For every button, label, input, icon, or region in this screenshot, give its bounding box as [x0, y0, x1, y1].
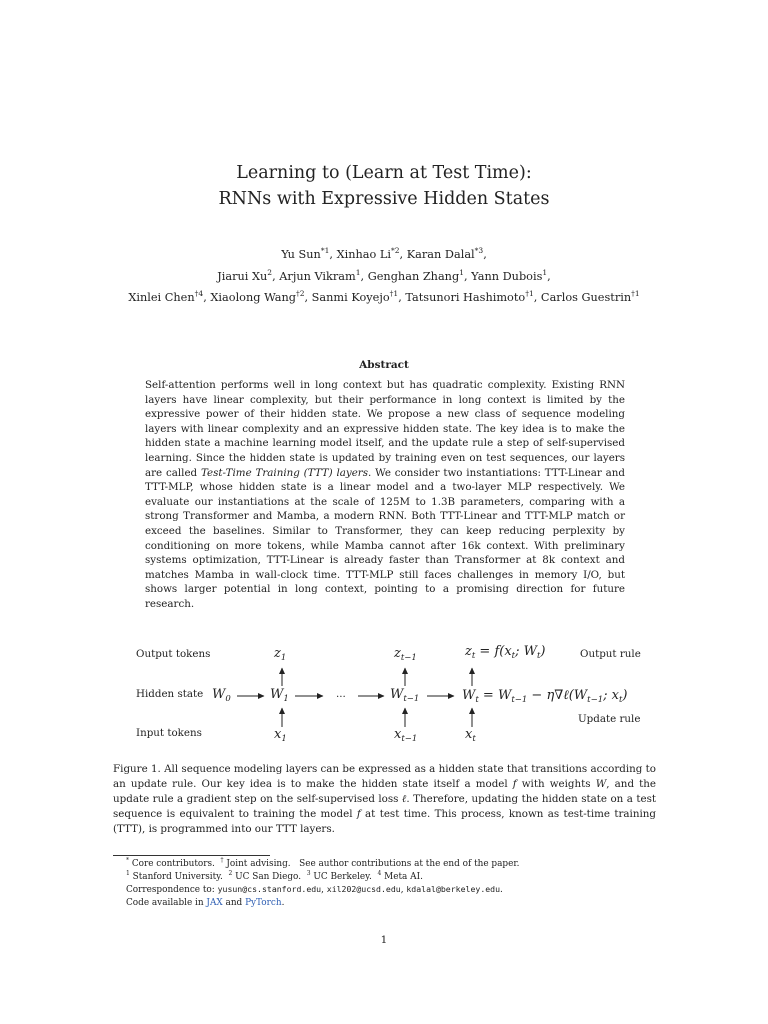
author-name: Arjun Vikram	[279, 269, 356, 283]
caption-math-loss: ℓ	[401, 793, 407, 805]
author-line: Xinlei Chen$^{\dagger 4}$, Xiaolong Wang$^{\dagger 2}$, Sanmi Koyejo$^{\dagger 1}$, Tatsunori Hashimoto$^{\dagger 1}$, Carlos Guestrin$^{\dagger 1}$	[128, 289, 640, 304]
author-affiliation-mark: 1	[542, 267, 548, 277]
caption-text-5: at test time. This process, known as test-time training (TTT), is programmed into our TTT layers.	[113, 808, 656, 835]
author-affiliation-mark: *1	[320, 246, 330, 255]
footnote-correspondence: Correspondence to: yusun@cs.stanford.edu, xil202@ucsd.edu, kdalal@berkeley.edu.	[126, 884, 503, 895]
math-output-rule: $z_t = f(x_t$; $W_t$)	[465, 644, 546, 661]
author-name: Jiarui Xu	[217, 269, 268, 283]
math-w0: $W_0$	[212, 687, 231, 704]
abstract-body	[145, 378, 625, 612]
math-wt-1: $W_{t-1}$	[390, 687, 420, 704]
math-w1: $W_1$	[270, 687, 289, 704]
math-z1: $z_1$	[274, 646, 287, 663]
pytorch-link[interactable]: PyTorch	[245, 897, 282, 908]
ellipsis: ...	[336, 688, 346, 700]
author-name: Genghan Zhang	[367, 269, 460, 283]
author-name: Yu Sun	[281, 248, 321, 261]
footnote-code: Code available in JAX and PyTorch.	[126, 897, 285, 908]
email-yusun: yusun@cs.stanford.edu	[217, 884, 322, 894]
email-xil: xil202@ucsd.edu	[326, 884, 401, 894]
title-line-1: Learning to (Learn at Test Time):	[236, 163, 532, 183]
author-name: Xinlei Chen	[128, 291, 195, 304]
author-name: Karan Dalal	[406, 248, 475, 261]
footnote-contributors: * Core contributors. † Joint advising. See author contributions at the end of the paper.	[126, 857, 520, 869]
footnote-rule	[113, 855, 270, 856]
math-zt-1: $z_{t-1}$	[394, 646, 417, 663]
caption-text-4: . Therefore, updating the hidden state on a test sequence is equivalent to training the model	[113, 793, 656, 820]
caption-text-1: Figure 1. All sequence modeling layers can be expressed as a hidden state that transitions according to an update rule. Our key idea is to make the hidden state itself a model	[113, 763, 656, 790]
figure-1-caption	[113, 762, 656, 837]
author-affiliation-mark: 2	[267, 267, 273, 277]
author-list	[0, 244, 768, 309]
author-name: Tatsunori Hashimoto	[405, 291, 526, 304]
figure-1-diagram	[0, 630, 768, 750]
author-affiliation-mark: †1	[631, 289, 640, 298]
author-name: Yann Dubois	[471, 269, 543, 283]
abstract-text-continued: We consider two instantiations: TTT-Linear and TTT-MLP, whose hidden state is a linear model and a two-layer MLP respectively. We evaluate our instantiations at the scale of 125M to 1.3B parameters, comparing with a strong Transformer and Mamba, a modern RNN. Both TTT-Linear and TTT-MLP match or exceed the baselines. Similar to Transformer, they can keep reducing perplexity by conditioning on more tokens, while Mamba cannot after 16k context. With preliminary systems optimization, TTT-Linear is already faster than Transformer at 8k context and matches Mamba in wall-clock time. TTT-MLP still faces challenges in memory I/O, but shows larger potential in long context, pointing to a promising direction for future research.	[145, 466, 626, 610]
caption-math-w: W	[595, 778, 607, 790]
author-name: Xinhao Li	[336, 248, 392, 261]
caption-text-2: with weights	[516, 778, 596, 790]
author-name: Sanmi Koyejo	[311, 291, 390, 304]
math-x1: $x_1$	[274, 727, 287, 744]
abstract-heading: Abstract	[359, 359, 409, 371]
label-output-rule: Output rule	[580, 648, 641, 660]
page-number: 1	[380, 934, 388, 946]
author-line: Jiarui Xu$^2$, Arjun Vikram$^1$, Genghan Zhang$^1$, Yann Dubois$^1$,	[217, 267, 551, 283]
author-affiliation-mark: 1	[459, 267, 464, 277]
author-name: Xiaolong Wang	[210, 291, 296, 304]
author-affiliation-mark: 1	[355, 267, 361, 277]
author-affiliation-mark: †1	[389, 289, 399, 298]
author-affiliation-mark: †1	[525, 289, 534, 298]
footnote-affiliations: $^1$ Stanford University. $^2$ UC San Diego. $^3$ UC Berkeley. $^4$ Meta AI.	[126, 869, 423, 882]
abstract-italic-term: Test-Time Training (TTT) layers.	[200, 466, 372, 479]
author-affiliation-mark: †2	[295, 289, 305, 298]
math-xt: $x_t$	[465, 727, 476, 744]
diagram-arrows	[0, 630, 768, 750]
jax-link[interactable]: JAX	[206, 897, 223, 908]
math-update-rule: $W_t = W_{t-1}$ − $\eta\nabla\ell(W_{t-1}$; $x_t$)	[462, 688, 628, 705]
label-hidden-state: Hidden state	[136, 688, 204, 700]
caption-math-f-2: f	[356, 808, 361, 820]
math-xt-1: $x_{t-1}$	[394, 727, 418, 744]
caption-math-f: f	[512, 778, 517, 790]
author-affiliation-mark: *2	[391, 246, 400, 255]
paper-title	[0, 160, 768, 212]
author-name: Carlos Guestrin	[540, 291, 632, 304]
author-affiliation-mark: *3	[474, 246, 484, 255]
label-input-tokens: Input tokens	[136, 727, 202, 739]
caption-text-3: , and the update rule a gradient step on the self-supervised loss	[113, 778, 657, 805]
label-update-rule: Update rule	[578, 713, 641, 725]
author-line: Yu Sun$^{*1}$, Xinhao Li$^{*2}$, Karan Dalal$^{*3}$,	[281, 246, 487, 261]
label-output-tokens: Output tokens	[136, 648, 211, 660]
author-affiliation-mark: †4	[194, 289, 204, 298]
footnotes	[126, 858, 686, 909]
title-line-2: RNNs with Expressive Hidden States	[218, 189, 550, 209]
email-kdalal: kdalal@berkeley.edu	[406, 884, 501, 894]
abstract-text: Self-attention performs well in long context but has quadratic complexity. Existing RNN layers have linear complexity, but their performance in long context is limited by the expressive power of their hidden state. We propose a new class of sequence modeling layers with linear complexity and an expressive hidden state. The key idea is to make the hidden state a machine learning model itself, and the update rule a step of self-supervised learning. Since the hidden state is updated by training even on test sequences, our layers are called	[145, 379, 625, 479]
